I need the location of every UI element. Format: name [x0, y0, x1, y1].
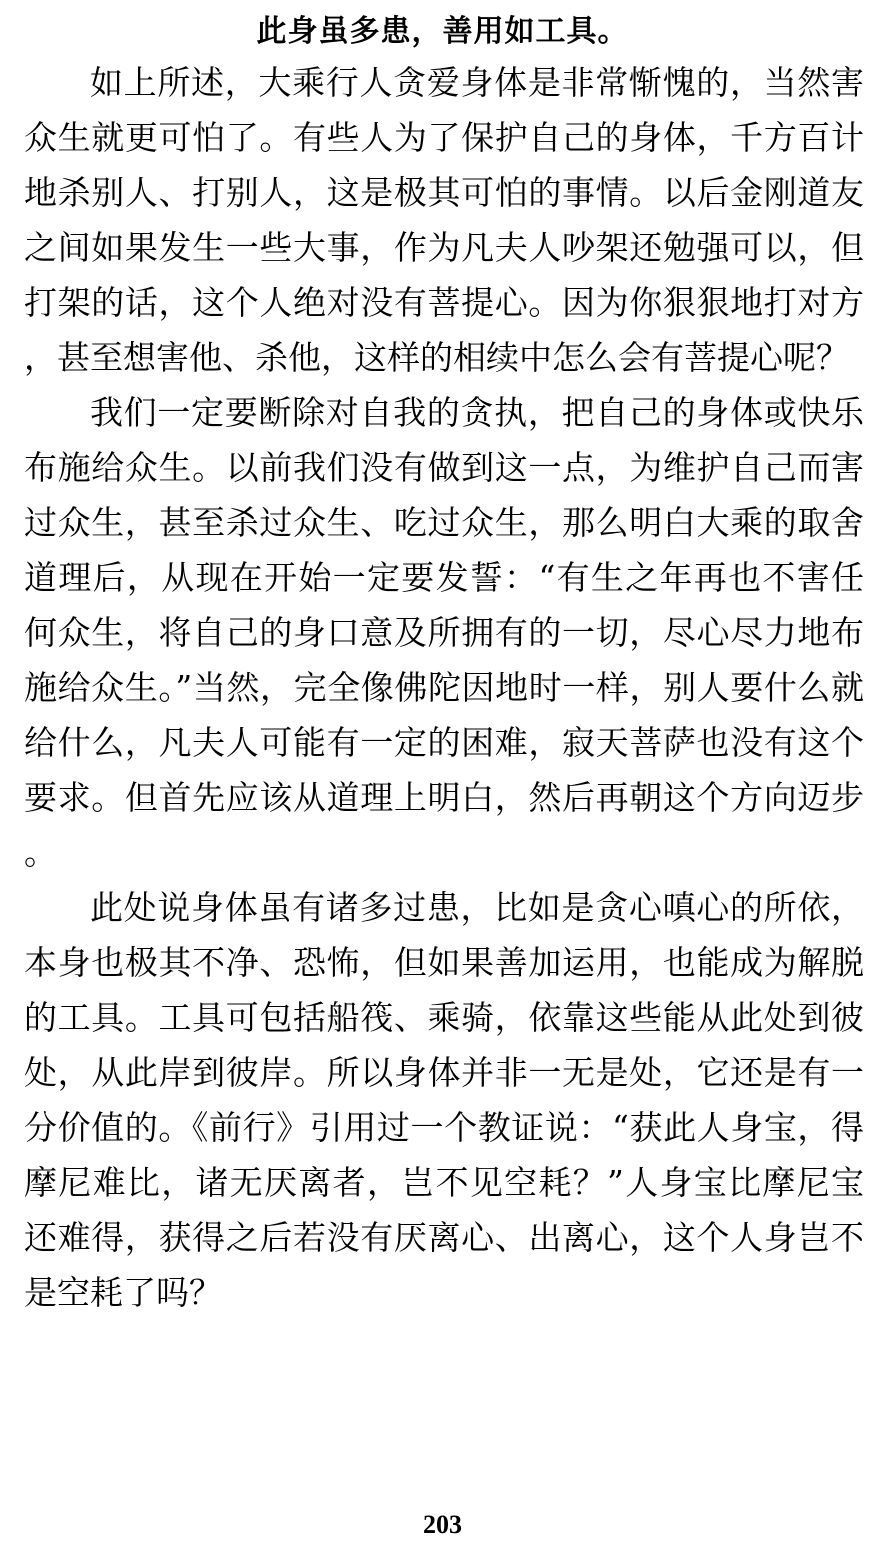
paragraph-2: 我们一定要断除对自我的贪执，把自己的身体或快乐布施给众生。以前我们没有做到这一点，为维护自己而害过众生，甚至杀过众生、吃过众生，那么明白大乘的取舍道理后，从现在开始一定要发誓：“有生之年再也不害任何众生，将自己的身口意及所拥有的一切，尽心尽力地布施给众生。”当然，完全像佛陀因地时一样，别人要什么就给什么，凡夫人可能有一定的困难，寂天菩萨也没有这个要求。但首先应该从道理上明白，然后再朝这个方向迈步。 — [24, 393, 864, 872]
page-number: 203 — [423, 1510, 462, 1539]
body-text — [24, 55, 864, 1320]
verse-title: 此身虽多患，善用如工具。 — [256, 14, 629, 49]
paragraph-1: 如上所述，大乘行人贪爱身体是非常惭愧的，当然害众生就更可怕了。有些人为了保护自己的身体，千方百计地杀别人、打别人，这是极其可怕的事情。以后金刚道友之间如果发生一些大事，作为凡夫人吵架还勉强可以，但打架的话，这个人绝对没有菩提心。因为你狠狠地打对方，甚至想害他、杀他，这样的相续中怎么会有菩提心呢？ — [24, 63, 864, 377]
paragraph-3: 此处说身体虽有诸多过患，比如是贪心嗔心的所依，本身也极其不净、恐怖，但如果善加运用，也能成为解脱的工具。工具可包括船筏、乘骑，依靠这些能从此处到彼处，从此岸到彼岸。所以身体并非一无是处，它还是有一分价值的。《前行》引用过一个教证说：“获此人身宝，得摩尼难比，诸无厌离者，岂不见空耗？”人身宝比摩尼宝还难得，获得之后若没有厌离心、出离心，这个人身岂不是空耗了吗？ — [24, 888, 864, 1312]
